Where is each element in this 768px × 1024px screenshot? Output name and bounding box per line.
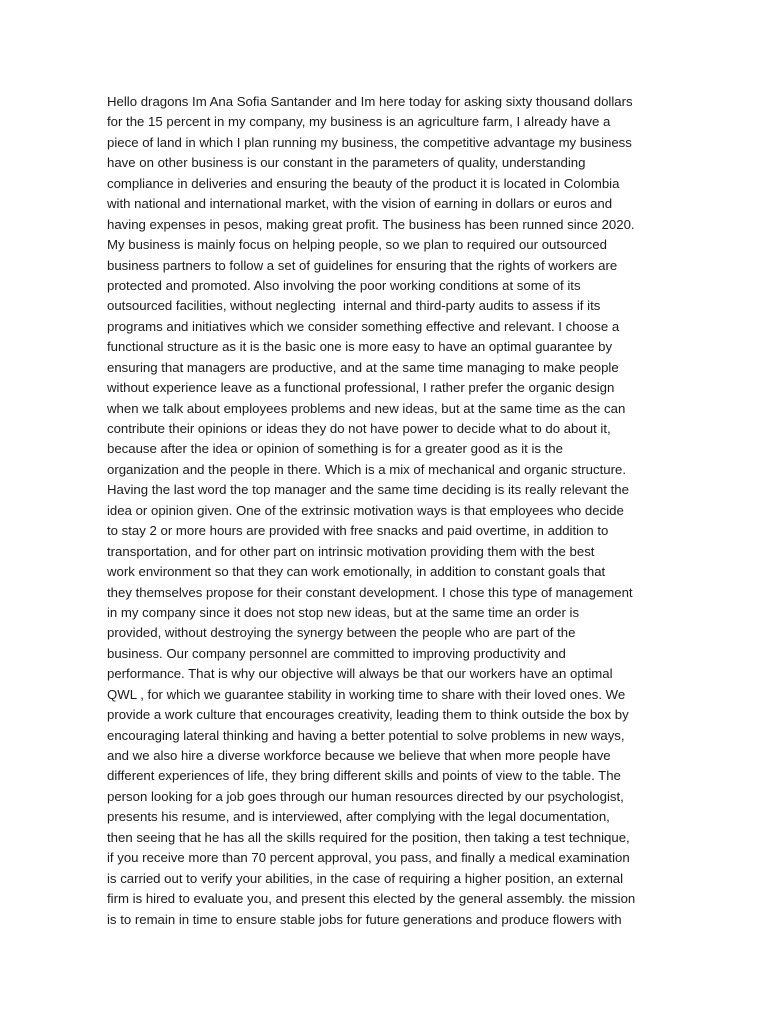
text-line: Having the last word the top manager and the same time deciding is its really relevant the: [107, 482, 629, 498]
text-line: is carried out to verify your abilities, in the case of requiring a higher position, an external: [107, 870, 624, 886]
text-line: person looking for a job goes through our human resources directed by our psychologist,: [107, 788, 624, 804]
text-line: transportation, and for other part on intrinsic motivation providing them with the best: [107, 543, 595, 559]
text-line: encouraging lateral thinking and having a better potential to solve problems in new ways,: [107, 727, 625, 743]
text-line: they themselves propose for their constant development. I chose this type of management: [107, 584, 633, 600]
text-line: to stay 2 or more hours are provided with free snacks and paid overtime, in addition to: [107, 523, 609, 539]
text-line: with national and international market, with the vision of earning in dollars or euros and: [107, 196, 613, 212]
text-line: My business is mainly focus on helping people, so we plan to required our outsourced: [107, 237, 607, 253]
text-line: provide a work culture that encourages creativity, leading them to think outside the box by: [107, 707, 629, 723]
text-line: work environment so that they can work emotionally, in addition to constant goals that: [107, 564, 606, 580]
text-line: contribute their opinions or ideas they do not have power to decide what to do about it,: [107, 421, 611, 436]
text-line: outsourced facilities, without neglecting internal and third-party audits to assess if its: [107, 298, 601, 314]
text-line: have on other business is our constant in the parameters of quality, understanding: [107, 155, 586, 171]
text-line: in my company since it does not stop new ideas, but at the same time an order is: [107, 604, 580, 620]
body-paragraph: [107, 92, 667, 930]
text-line: if you receive more than 70 percent approval, you pass, and finally a medical examination: [107, 850, 630, 866]
text-line: and we also hire a diverse workforce because we believe that when more people have: [107, 748, 611, 763]
text-line: piece of land in which I plan running my business, the competitive advantage my business: [107, 134, 632, 150]
text-line: provided, without destroying the synergy between the people who are part of the: [107, 625, 576, 641]
text-line: idea or opinion given. One of the extrinsic motivation ways is that employees who decide: [107, 502, 624, 518]
text-line: programs and initiatives which we consider something effective and relevant. I choose a: [107, 318, 620, 334]
text-line: Hello dragons Im Ana Sofia Santander and Im here today for asking sixty thousand dollars: [107, 94, 633, 109]
text-line: business. Our company personnel are committed to improving productivity and: [107, 645, 566, 661]
text-line: protected and promoted. Also involving the poor working conditions at some of its: [107, 277, 581, 293]
text-line: is to remain in time to ensure stable jobs for future generations and produce flowers with: [107, 911, 622, 927]
text-line: without experience leave as a functional professional, I rather prefer the organic design: [107, 380, 615, 396]
text-line: business partners to follow a set of guidelines for ensuring that the rights of workers are: [107, 257, 618, 273]
text-line: organization and the people in there. Which is a mix of mechanical and organic structure.: [107, 461, 626, 477]
text-line: compliance in deliveries and ensuring the beauty of the product it is located in Colombia: [107, 175, 620, 191]
text-line: having expenses in pesos, making great profit. The business has been runned since 2020.: [107, 216, 635, 232]
text-line: functional structure as it is the basic one is more easy to have an optimal guarantee by: [107, 339, 613, 355]
text-line: for the 15 percent in my company, my business is an agriculture farm, I already have a: [107, 114, 611, 130]
text-line: QWL , for which we guarantee stability in working time to share with their loved ones. We: [107, 686, 626, 702]
text-line: different experiences of life, they bring different skills and points of view to the table. The: [107, 768, 621, 784]
text-line: presents his resume, and is interviewed, after complying with the legal documentation,: [107, 809, 610, 825]
text-line: then seeing that he has all the skills required for the position, then taking a test technique,: [107, 829, 630, 845]
text-line: when we talk about employees problems and new ideas, but at the same time as the can: [107, 400, 626, 416]
text-line: performance. That is why our objective will always be that our workers have an optimal: [107, 666, 613, 682]
text-line: ensuring that managers are productive, and at the same time managing to make people: [107, 359, 619, 375]
text-line: because after the idea or opinion of something is for a greater good as it is the: [107, 441, 563, 457]
text-line: firm is hired to evaluate you, and present this elected by the general assembly. the mission: [107, 891, 636, 907]
